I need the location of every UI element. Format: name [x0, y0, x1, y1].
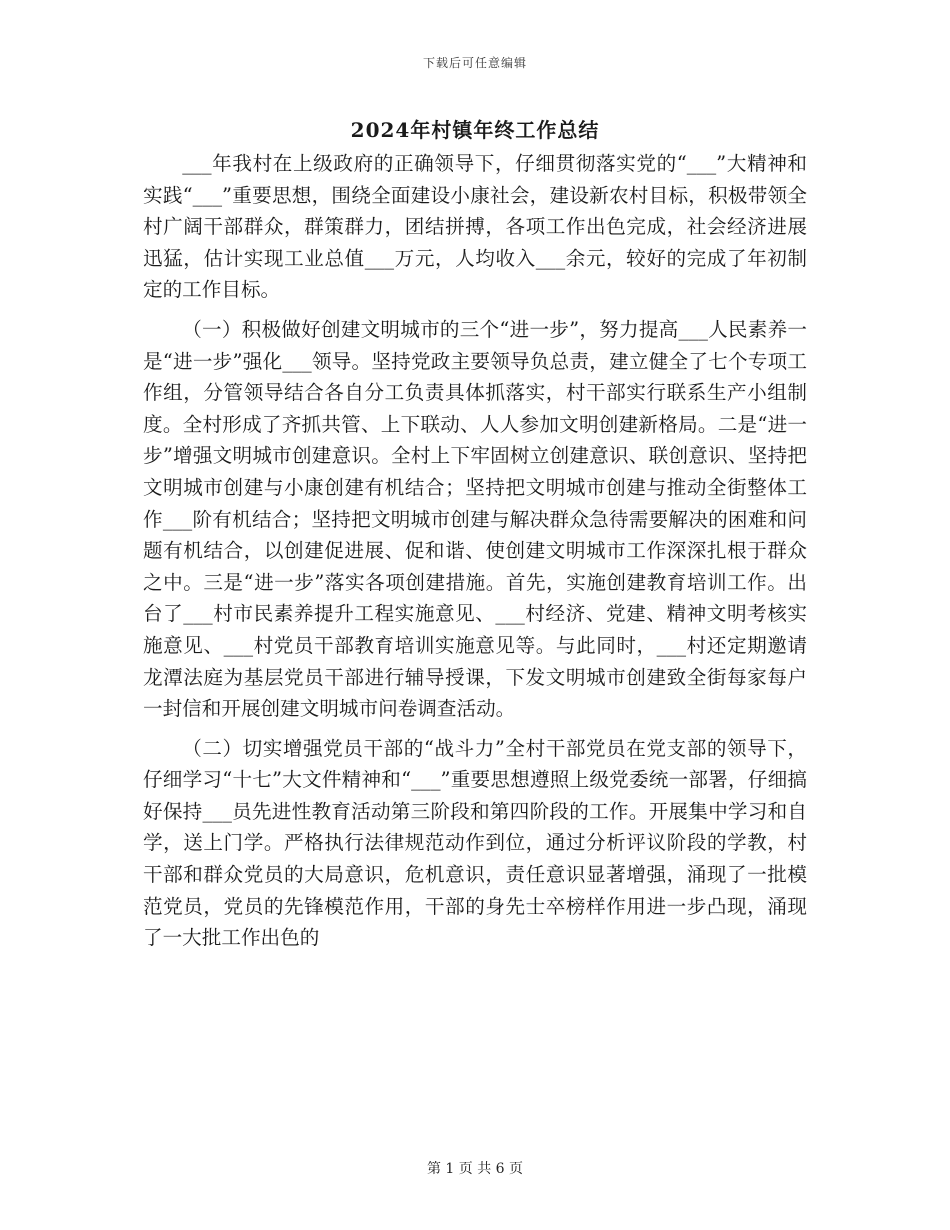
paragraph-intro: ___年我村在上级政府的正确领导下，仔细贯彻落实党的“___”大精神和实践“___”重要思想，围绕全面建设小康社会，建设新农村目标，积极带领全村广阔干部群众，群策群力，团结拼搏，各项工作出色完成，社会经济进展迅猛，估计实现工业总值___万元，人均收入___余元，较好的完成了年初制定的工作目标。 — [143, 152, 807, 302]
document-body — [143, 148, 807, 962]
page-number: 第 1 页 共 6 页 — [426, 1161, 524, 1177]
paragraph-section-2: （二）切实增强党员干部的“战斗力”全村干部党员在党支部的领导下，仔细学习“十七”大文件精神和“___”重要思想遵照上级党委统一部署，仔细搞好保持___员先进性教育活动第三阶段和第四阶段的工作。开展集中学习和自学，送上门学。严格执行法律规范动作到位，通过分析评议阶段的学教，村干部和群众党员的大局意识，危机意识，责任意识显著增强，涌现了一批模范党员，党员的先锋模范作用，干部的身先士卒榜样作用进一步凸现，涌现了一大批工作出色的 — [143, 736, 807, 950]
paragraph-section-1: （一）积极做好创建文明城市的三个“进一步”，努力提高___人民素养一是“进一步”强化___领导。坚持党政主要领导负总责，建立健全了七个专项工作组，分管领导结合各自分工负责具体抓落实，村干部实行联系生产小组制度。全村形成了齐抓共管、上下联动、人人参加文明创建新格局。二是“进一步”增强文明城市创建意识。全村上下牢固树立创建意识、联创意识、坚持把文明城市创建与小康创建有机结合；坚持把文明城市创建与推动全街整体工作___阶有机结合；坚持把文明城市创建与解决群众急待需要解决的困难和问题有机结合，以创建促进展、促和谐、使创建文明城市工作深深扎根于群众之中。三是“进一步”落实各项创建措施。首先，实施创建教育培训工作。出台了___村市民素养提升工程实施意见、___村经济、党建、精神文明考核实施意见、___村党员干部教育培训实施意见等。与此同时，___村还定期邀请龙潭法庭为基层党员干部进行辅导授课，下发文明城市创建致全街每家每户一封信和开展创建文明城市问卷调查活动。 — [143, 317, 807, 721]
document-title: 2024年村镇年终工作总结 — [350, 118, 600, 142]
header-note: 下载后可任意编辑 — [422, 56, 527, 70]
